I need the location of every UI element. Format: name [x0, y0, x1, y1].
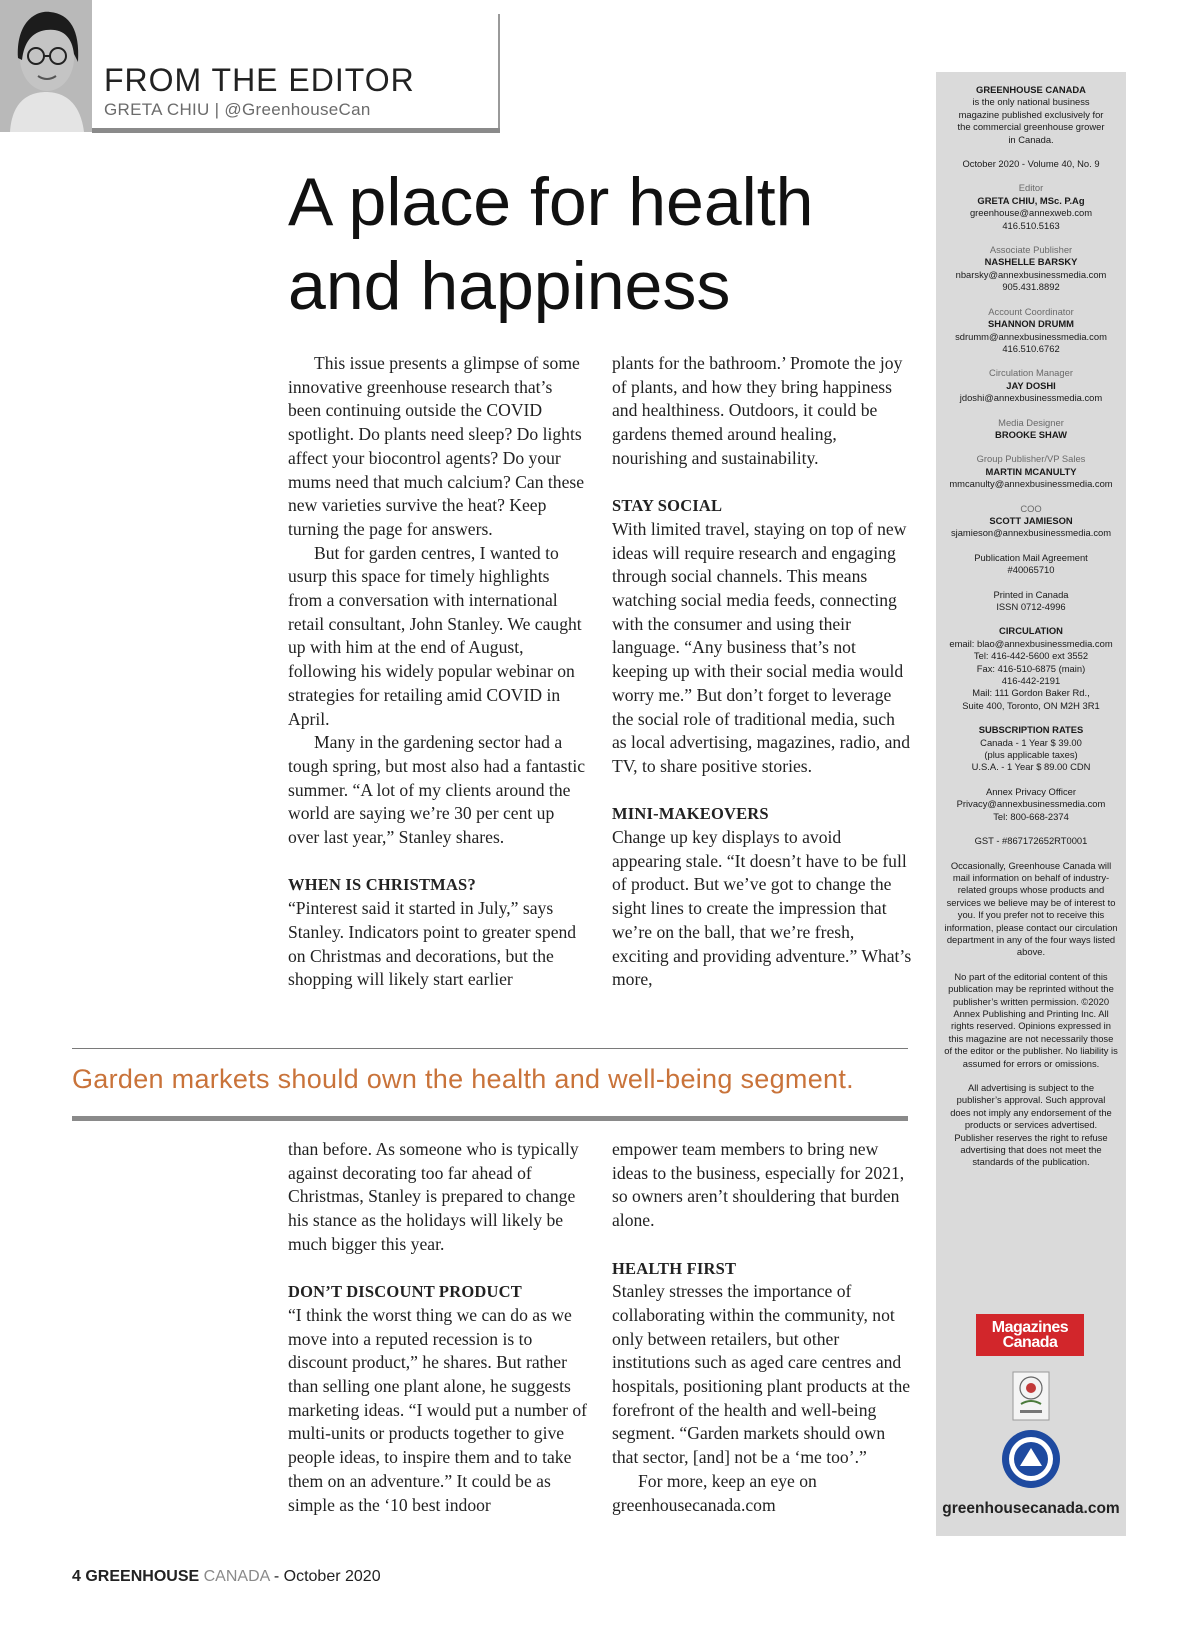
issn: ISSN 0712-4996 — [996, 601, 1066, 612]
mail-agreement-number: #40065710 — [1007, 564, 1055, 576]
staff-role: COO — [1020, 502, 1042, 514]
byline — [104, 100, 371, 120]
subscription-title: SUBSCRIPTION RATES — [978, 724, 1084, 736]
publication-name: GREENHOUSE CANADA — [976, 84, 1086, 95]
subhead-stay-social: STAY SOCIAL — [612, 496, 723, 516]
website-link[interactable]: greenhousecanada.com — [942, 1500, 1120, 1517]
staff-name: BROOKE SHAW — [995, 428, 1067, 440]
circulation-line[interactable]: email: blao@annexbusinessmedia.com — [949, 637, 1113, 649]
advertising-notice: All advertising is subject to the publisher’s approval. Such approval does not imply any endorsement of the products or services advertised. Publisher reserves the right to refuse advertising that does not meet the standards of the publication. — [950, 1082, 1112, 1168]
subhead-health-first: HEALTH FIRST — [612, 1258, 737, 1278]
staff-role: Account Coordinator — [988, 305, 1074, 317]
issue-info: October 2020 - Volume 40, No. 9 — [962, 158, 1100, 170]
magazines-canada-logo — [976, 1314, 1084, 1356]
staff-associate-publisher — [936, 244, 1126, 294]
staff-role: Circulation Manager — [989, 367, 1073, 379]
staff-account-coordinator — [936, 306, 1126, 356]
article-column-3 — [288, 1138, 588, 1517]
circulation-line: Suite 400, Toronto, ON M2H 3R1 — [962, 699, 1100, 711]
circulation-line: Fax: 416-510-6875 (main) — [976, 662, 1086, 674]
staff-email[interactable]: mmcanulty@annexbusinessmedia.com — [949, 478, 1113, 490]
staff-circulation-manager — [936, 367, 1126, 404]
staff-editor — [936, 182, 1126, 232]
staff-name: MARTIN MCANULTY — [985, 465, 1077, 477]
staff-role: Media Designer — [998, 416, 1064, 428]
staff-media-designer — [936, 417, 1126, 442]
staff-name: JAY DOSHI — [1006, 379, 1056, 391]
paragraph: Change up key displays to avoid appearing stale. “It doesn’t have to be full of product. But we’ve got to change the sight lines to create the impression that we’re on the ball, that we’re fresh, exciting and providing adventure.” What’s more, — [612, 827, 912, 990]
byline-separator: | — [209, 100, 225, 119]
header-divider-vertical — [498, 14, 500, 132]
page-number: 4 — [72, 1568, 81, 1585]
subscription-line: Canada - 1 Year $ 39.00 — [980, 736, 1082, 748]
staff-coo — [936, 503, 1126, 540]
paragraph: than before. As someone who is typically against decorating too far ahead of Christmas, Stanley is prepared to change his stance as the holidays will likely be much bigger this year. — [288, 1139, 579, 1254]
page-footer — [72, 1568, 381, 1586]
gst-number: GST - #867172652RT0001 — [974, 835, 1088, 847]
flowers-canada-growers-seal-icon — [1011, 1370, 1051, 1422]
subscription-line: (plus applicable taxes) — [984, 749, 1078, 761]
byline-name: GRETA CHIU — [104, 100, 210, 119]
mail-agreement-label: Publication Mail Agreement — [974, 551, 1088, 563]
mail-agreement — [936, 552, 1126, 577]
mailing-notice: Occasionally, Greenhouse Canada will mail information on behalf of industry-related groups whose products and services we believe may be of interest to you. If you prefer not to receive this information, please contact our circulation department in any of the four ways listed above. — [944, 859, 1118, 958]
privacy-block — [936, 786, 1126, 823]
editor-photo — [0, 0, 92, 132]
paragraph: Many in the gardening sector had a tough spring, but most also had a fantastic summer. “A lot of my clients around the world are saying we’re 30 per cent up over last year,” Stanley shares. — [288, 732, 586, 848]
staff-email[interactable]: sjamieson@annexbusinessmedia.com — [950, 527, 1112, 539]
article-column-4 — [612, 1138, 912, 1517]
paragraph: plants for the bathroom.’ Promote the joy of plants, and how they bring happiness and healthiness. Outdoors, it could be gardens themed around healing, nourishing and sustainability. — [612, 353, 903, 468]
paragraph: “I think the worst thing we can do as we move into a reputed recession is to discount product,” he shares. But rather than selling one plant alone, he suggests marketing ideas. “I would put a number of multi-units or products together to give people ideas, to inspire them and to take them on an adventure.” It could be as simple as the ‘10 best indoor — [288, 1304, 588, 1515]
article-headline — [288, 160, 888, 328]
masthead-sidebar — [936, 72, 1126, 1536]
section-title: FROM THE EDITOR — [104, 62, 415, 98]
logo-text-line: Magazines — [991, 1319, 1069, 1336]
subscription-block — [936, 724, 1126, 774]
paragraph: This issue presents a glimpse of some innovative greenhouse research that’s been continuing outside the COVID spotlight. Do plants need sleep? Do lights affect your biocontrol agents? Do your mums need that much calcium? Can these new varieties survive the heat? Keep turning the page for answers. — [288, 353, 585, 539]
paragraph: empower team members to bring new ideas to the business, especially for 2021, so owners aren’t shouldering that burden alone. — [612, 1139, 905, 1231]
headline-line-2: and happiness — [288, 248, 731, 324]
staff-name: SHANNON DRUMM — [988, 318, 1074, 330]
circulation-block — [936, 625, 1126, 712]
staff-email[interactable]: sdrumm@annexbusinessmedia.com — [955, 330, 1107, 342]
staff-phone: 416.510.6762 — [1002, 342, 1060, 354]
paragraph: With limited travel, staying on top of new ideas will require research and engaging through social channels. This means watching social media feeds, connecting with the consumer and using their language. “Any business that’s not keeping up with their social media would worry me.” But don’t forget to leverage the social role of traditional media, such as local advertising, magazines, radio, and TV, to share positive stories. — [612, 518, 911, 776]
paragraph: For more, keep an eye on greenhousecanada.com — [612, 1470, 817, 1515]
staff-name: NASHELLE BARSKY — [984, 256, 1078, 268]
footer-brand-bold: GREENHOUSE — [85, 1568, 200, 1585]
circulation-line: Tel: 416-442-5600 ext 3552 — [973, 650, 1089, 662]
privacy-line: Tel: 800-668-2374 — [993, 810, 1069, 822]
header-divider-horizontal — [92, 128, 500, 133]
staff-role: Editor — [1018, 182, 1044, 194]
staff-role: Group Publisher/VP Sales — [976, 453, 1086, 465]
privacy-line: Annex Privacy Officer — [986, 785, 1076, 797]
staff-phone: 416.510.5163 — [1002, 219, 1060, 231]
paragraph: “Pinterest said it started in July,” says Stanley. Indicators point to greater spend on Christmas and decorations, but the shopping will likely start earlier — [288, 898, 577, 990]
byline-handle[interactable]: @GreenhouseCan — [224, 100, 371, 119]
circulation-line: 416-442-2191 — [1001, 675, 1061, 687]
staff-email[interactable]: nbarsky@annexbusinessmedia.com — [955, 268, 1107, 280]
circulation-line: Mail: 111 Gordon Baker Rd., — [972, 687, 1090, 699]
article-column-1 — [288, 352, 588, 992]
print-info — [936, 589, 1126, 614]
printed-in: Printed in Canada — [993, 588, 1069, 600]
staff-role: Associate Publisher — [989, 244, 1073, 256]
staff-phone: 905.431.8892 — [1002, 281, 1060, 293]
staff-email[interactable]: greenhouse@annexweb.com — [969, 207, 1093, 219]
pullquote-rule-bottom — [72, 1116, 908, 1121]
staff-email[interactable]: jdoshi@annexbusinessmedia.com — [959, 392, 1103, 404]
subhead-dont-discount-product: DON’T DISCOUNT PRODUCT — [288, 1282, 522, 1302]
logo-text-line: Canada — [1002, 1334, 1058, 1351]
footer-date: - October 2020 — [273, 1568, 381, 1585]
footer-brand-light: CANADA — [203, 1568, 270, 1585]
publication-intro: is the only national business magazine published exclusively for the commercial greenhouse grower in Canada. — [957, 96, 1105, 145]
staff-group-publisher — [936, 453, 1126, 490]
copyright-notice: No part of the editorial content of this publication may be reprinted without the publisher’s written permission. ©2020 Annex Publishing and Printing Inc. All rights reserved. Opinions expressed in this magazine are not necessarily those of the editor or the publisher. No liability is assumed for errors or omissions. — [944, 970, 1118, 1069]
pullquote-rule-top — [72, 1048, 908, 1049]
article-column-2 — [612, 352, 912, 992]
privacy-line[interactable]: Privacy@annexbusinessmedia.com — [956, 798, 1106, 810]
paragraph: Stanley stresses the importance of collaborating within the community, not only between retailers, but other institutions such as aged care centres and hospitals, positioning plant products at the forefront of the health and well-being segment. “Garden markets should own that sector, [and] not be a ‘me too’.” — [612, 1281, 911, 1468]
pullquote: Garden markets should own the health and well-being segment. — [72, 1064, 854, 1094]
circulation-title: CIRCULATION — [999, 625, 1063, 637]
masthead-intro-block — [936, 84, 1126, 146]
staff-name: SCOTT JAMIESON — [989, 514, 1073, 526]
paragraph: But for garden centres, I wanted to usurp this space for timely highlights from a conversation with international retail consultant, John Stanley. We caught up with him at the end of August, following his widely popular webinar on strategies for retailing amid COVID in April. — [288, 542, 582, 729]
headline-line-1: A place for health — [288, 164, 814, 240]
subhead-when-is-christmas: WHEN IS CHRISTMAS? — [288, 875, 476, 895]
subhead-mini-makeovers: MINI-MAKEOVERS — [612, 804, 769, 824]
canadian-circulations-audit-seal-icon — [1000, 1428, 1062, 1490]
staff-name: GRETA CHIU, MSc. P.Ag — [977, 194, 1085, 206]
subscription-line: U.S.A. - 1 Year $ 89.00 CDN — [971, 761, 1091, 773]
